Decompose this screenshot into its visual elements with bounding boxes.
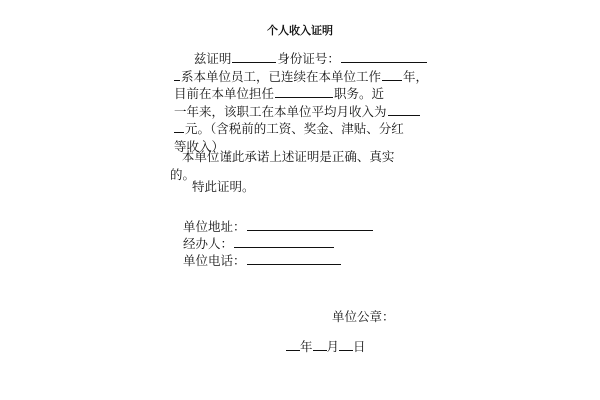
- text-closing: 特此证明。: [192, 179, 255, 194]
- text-commitment: 本单位谨此承诺上述证明是正确、真实: [181, 149, 395, 164]
- phone-label: 单位电话：: [183, 253, 246, 268]
- phone-blank: [247, 252, 341, 265]
- handler-blank: [234, 235, 334, 248]
- paragraph-line: [174, 103, 444, 121]
- text-commitment-end: 的。: [170, 166, 196, 182]
- address-label: 单位地址：: [183, 219, 246, 234]
- address-field: [183, 218, 374, 235]
- paragraph-line: [174, 68, 444, 86]
- date-line: [286, 337, 366, 355]
- paragraph-line: [174, 120, 444, 138]
- seal-label: 单位公章：: [332, 309, 395, 324]
- line-lead-blank: [174, 120, 184, 133]
- text-years: 年，: [403, 68, 429, 84]
- text-position: 目前在本单位担任: [174, 86, 275, 102]
- phone-field: [183, 252, 342, 269]
- year-blank: [286, 338, 300, 351]
- paragraph-closing: [192, 178, 462, 196]
- position-blank: [275, 85, 333, 98]
- paragraph-line: [170, 148, 440, 166]
- year-label: 年: [300, 339, 313, 354]
- text-income: 一年来，该职工在本单位平均月收入为: [174, 103, 387, 119]
- document-title: 个人收入证明: [267, 24, 333, 37]
- text-duty: 职务。近: [334, 86, 385, 102]
- name-blank: [232, 50, 276, 63]
- address-blank: [247, 218, 373, 231]
- month-label: 月: [326, 339, 340, 354]
- text-employee: 系本单位员工，已连续在本单位工作: [181, 68, 382, 84]
- handler-field: [183, 235, 335, 252]
- text-income-note-end: 等收入）: [174, 138, 225, 154]
- day-label: 日: [353, 339, 366, 354]
- income-blank: [388, 103, 420, 116]
- id-number-blank: [341, 50, 427, 63]
- paragraph-certification: [174, 50, 444, 156]
- month-blank: [313, 338, 327, 351]
- paragraph-line: [174, 50, 444, 68]
- years-blank: [382, 68, 402, 81]
- text-id-label: 身份证号：: [277, 51, 340, 66]
- text-income-note: 元。（含税前的工资、奖金、津贴、分红: [185, 121, 404, 137]
- day-blank: [339, 338, 353, 351]
- line-lead-blank: [174, 68, 180, 81]
- handler-label: 经办人：: [183, 236, 234, 251]
- paragraph-line: [174, 85, 444, 103]
- text-certify: 兹证明: [193, 51, 232, 66]
